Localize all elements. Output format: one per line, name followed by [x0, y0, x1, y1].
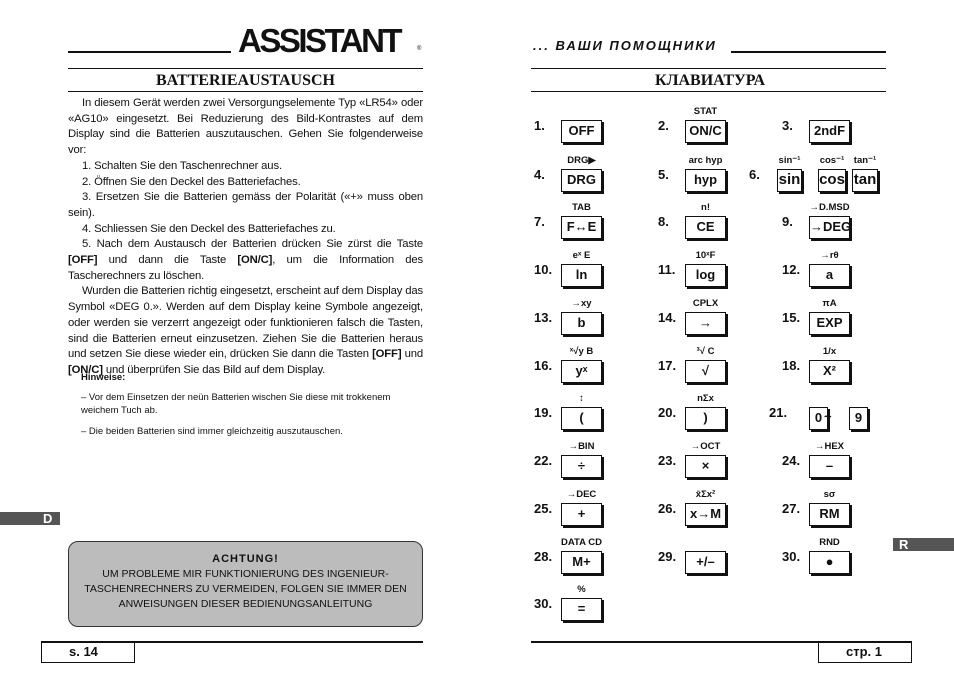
- calculator-key: ÷: [561, 455, 602, 478]
- calculator-key: x→M: [685, 503, 726, 526]
- calculator-key: √: [685, 360, 726, 383]
- left-section-title: BATTERIEAUSTAUSCH: [155, 72, 335, 89]
- notes-title: Hinweise:: [81, 372, 126, 383]
- key-number: 30.: [534, 596, 553, 611]
- calculator-key: ): [685, 407, 726, 430]
- step-4: 4. Schliessen Sie den Deckel des Batteriefaches zu.: [82, 222, 336, 235]
- key-secondary-label: nΣx: [697, 393, 714, 404]
- calculator-key: ×: [685, 455, 726, 478]
- calculator-key: →: [685, 312, 726, 335]
- calculator-key: –: [809, 455, 850, 478]
- key-ref-onc: [ON/C]: [237, 254, 273, 267]
- warning-body: UM PROBLEME MIR FUNKTIONIERUNG DES INGENIEUR-TASCHENRECHNERS ZU VERMEIDEN, FOLGEN SIE IMMER DEN ANWEISUNGEN DIESER BEDIENUNGSANLEITUNG: [84, 568, 407, 610]
- calculator-key: ●: [809, 551, 850, 574]
- calculator-key: tan: [852, 169, 878, 192]
- key-number: 4.: [534, 167, 545, 182]
- key-number: 20.: [658, 405, 677, 420]
- key-secondary-label: n!: [701, 202, 710, 213]
- key-number: 11.: [658, 262, 676, 277]
- key-secondary-label: πA: [822, 298, 837, 309]
- key-secondary-label: x̄Σx²: [695, 489, 716, 500]
- note-1: – Vor dem Einsetzen der neün Batterien wischen Sie diese mit trokkenem weichem Tuch ab.: [81, 392, 391, 416]
- step-5: 5. Nach dem Austausch der Batterien drücken Sie zürst die Taste [OFF] und dann die Taste [ON/C], um die Information des Tascherechners zu löschen.: [68, 238, 423, 282]
- key-number: 21.: [769, 405, 788, 420]
- key-number: 18.: [782, 358, 801, 373]
- calculator-key: →DEG: [809, 216, 850, 239]
- key-number: 28.: [534, 549, 553, 564]
- key-number: 24.: [782, 453, 801, 468]
- brand-logo: ASSISTANT: [238, 22, 401, 59]
- language-tab-r: R: [893, 538, 954, 551]
- calculator-key: CE: [685, 216, 726, 239]
- key-ref-off-2: [OFF]: [372, 348, 402, 361]
- key-secondary-label: →OCT: [690, 441, 721, 452]
- key-number: 6.: [749, 167, 760, 182]
- key-secondary-label: →BIN: [568, 441, 595, 452]
- key-secondary-label: →rθ: [820, 250, 839, 261]
- key-secondary-label: RND: [819, 537, 840, 548]
- warning-box: [68, 541, 423, 627]
- key-secondary-label: DRG▶: [567, 155, 596, 166]
- right-section-title: КЛАВИАТУРА: [654, 72, 766, 89]
- header-rule-left: [68, 51, 231, 53]
- key-secondary-label: tan⁻¹: [853, 155, 877, 166]
- language-tab-d: D: [0, 512, 60, 525]
- key-secondary-label: TAB: [572, 202, 591, 213]
- key-ref-onc-2: [ON/C]: [68, 363, 103, 376]
- calculator-key: hyp: [685, 169, 726, 192]
- calculator-key: (: [561, 407, 602, 430]
- key-secondary-label: %: [577, 584, 586, 595]
- key-number: 19.: [534, 405, 553, 420]
- key-secondary-label: ↕: [579, 393, 584, 404]
- paragraph-intro: In diesem Gerät werden zwei Versorgungselemente Typ «LR54» oder «AG10» eingesetzt. Bei Reduzierung des Bild-Kontrastes auf dem Display sind die Batterien auszutauschen. Gehen Sie folgenderweise vor:: [68, 97, 423, 157]
- key-number: 17.: [658, 358, 677, 373]
- key-number: 3.: [782, 118, 793, 133]
- calculator-key: =: [561, 598, 602, 621]
- calculator-key: +: [561, 503, 602, 526]
- right-title-rule-bottom: [531, 91, 886, 92]
- key-secondary-label: CPLX: [692, 298, 719, 309]
- key-number: 29.: [658, 549, 677, 564]
- calculator-key: EXP: [809, 312, 850, 335]
- key-secondary-label: →D.MSD: [809, 202, 850, 213]
- calculator-key: ln: [561, 264, 602, 287]
- key-secondary-label: sin⁻¹: [778, 155, 801, 166]
- key-secondary-label: →HEX: [814, 441, 845, 452]
- key-secondary-label: STAT: [693, 106, 718, 117]
- key-secondary-label: ˣ√y B: [569, 346, 594, 357]
- page-number-left: s. 14: [41, 641, 135, 663]
- key-secondary-label: →xy: [571, 298, 592, 309]
- step-1: 1. Schalten Sie den Taschenrechner aus.: [82, 159, 282, 172]
- note-2: – Die beiden Batterien sind immer gleichzeitig auszutauschen.: [81, 426, 343, 437]
- key-number: 1.: [534, 118, 545, 133]
- key-number: 27.: [782, 501, 801, 516]
- calculator-key: ON/C: [685, 120, 726, 143]
- calculator-key: M+: [561, 551, 602, 574]
- key-number: 12.: [782, 262, 801, 277]
- key-number: 2.: [658, 118, 669, 133]
- calculator-key: sin: [777, 169, 802, 192]
- calculator-key: 9: [849, 407, 868, 430]
- key-number: 30.: [782, 549, 801, 564]
- key-secondary-label: 10ˣF: [695, 250, 716, 261]
- key-number: 25.: [534, 501, 553, 516]
- header-slogan: ... ВАШИ ПОМОЩНИКИ: [533, 38, 717, 53]
- key-number: 15.: [782, 310, 801, 325]
- calculator-key: F↔E: [561, 216, 602, 239]
- calculator-key: +/–: [685, 551, 726, 574]
- key-secondary-label: cos⁻¹: [819, 155, 845, 166]
- left-title-rule-top: [68, 68, 423, 69]
- header-rule-right: [731, 51, 886, 53]
- right-title-rule-top: [531, 68, 886, 69]
- key-secondary-label: sσ: [823, 489, 836, 500]
- calculator-key: 2ndF: [809, 120, 850, 143]
- calculator-key: b: [561, 312, 602, 335]
- calculator-key: RM: [809, 503, 850, 526]
- calculator-key: log: [685, 264, 726, 287]
- key-number: 23.: [658, 453, 677, 468]
- calculator-key: 0: [809, 407, 828, 430]
- key-secondary-label: arc hyp: [688, 155, 723, 166]
- key-number: 10.: [534, 262, 553, 277]
- key-secondary-label: 1/x: [822, 346, 837, 357]
- warning-title: ACHTUNG!: [212, 553, 279, 565]
- calculator-key: DRG: [561, 169, 602, 192]
- key-number: 7.: [534, 214, 545, 229]
- key-number: 26.: [658, 501, 677, 516]
- key-number: 13.: [534, 310, 553, 325]
- left-title-rule-bottom: [68, 91, 423, 92]
- key-number: 8.: [658, 214, 669, 229]
- calculator-key: X²: [809, 360, 850, 383]
- key-number: 22.: [534, 453, 553, 468]
- key-range-tilde: ~: [824, 409, 832, 424]
- key-secondary-label: →DEC: [566, 489, 597, 500]
- key-number: 16.: [534, 358, 553, 373]
- step-2: 2. Öffnen Sie den Deckel des Batteriefaches.: [82, 175, 301, 188]
- calculator-key: OFF: [561, 120, 602, 143]
- key-number: 5.: [658, 167, 669, 182]
- battery-instructions: [68, 96, 423, 379]
- calculator-key: yˣ: [561, 360, 602, 383]
- key-number: 9.: [782, 214, 793, 229]
- key-number: 14.: [658, 310, 677, 325]
- brand-registered-mark: ®: [417, 46, 422, 52]
- paragraph-check: Wurden die Batterien richtig eingesetzt, erscheint auf dem Display das Symbol «DEG 0.». Werden auf dem Display keine Symbole angezeigt, oder werden sie verzerrt angezeigt oder funktionieren falsch die Tasten, sind die Batterien erneut einzusetzen. Ziehen Sie die Batterien heraus und setzen Sie diese wieder ein, drücken Sie dann die Tasten [OFF] und [ON/C] und überprüfen Sie das Bild auf dem Display.: [68, 285, 423, 376]
- key-ref-off: [OFF]: [68, 254, 98, 267]
- calculator-key: cos: [818, 169, 846, 192]
- step-3: 3. Ersetzen Sie die Batterien gemäss der Polarität («+» muss oben sein).: [68, 191, 423, 219]
- key-secondary-label: eˣ E: [572, 250, 591, 261]
- key-secondary-label: ³√ C: [696, 346, 715, 357]
- calculator-key: a: [809, 264, 850, 287]
- page-number-right: стр. 1: [818, 641, 912, 663]
- key-secondary-label: DATA CD: [561, 537, 602, 548]
